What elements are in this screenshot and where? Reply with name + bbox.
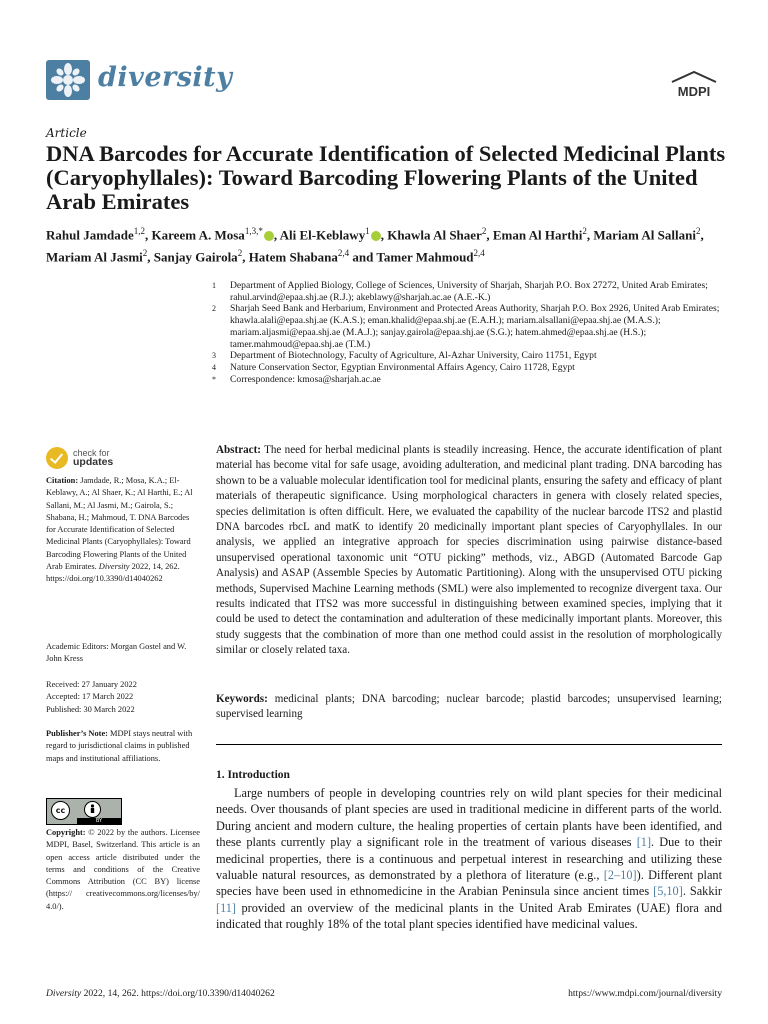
date-published: Published: 30 March 2022 [46,704,135,714]
author-affiliation-marker: 1,3,* [244,226,263,236]
reference-link[interactable]: [2–10] [603,868,637,883]
author-name: Hatem Shabana [248,249,338,265]
author-name: Mariam Al Sallani [593,227,696,243]
author-affiliation-marker: 2 [142,248,148,259]
copyright-block: Copyright: © 2022 by the authors. Licensee MDPI, Basel, Switzerland. This article is an open access article distributed under the terms and conditions of the Creative Commons Attribution (CC BY) license (https:// creativecommons.org/licenses/by/ 4.0/). [46,828,200,911]
reference-link[interactable]: [1] [636,835,652,850]
check-updates-line1: check for [73,448,110,458]
author-name: Kareem A. Mosa [151,227,245,243]
orcid-icon[interactable] [264,231,274,241]
affiliation-item [212,374,722,386]
abstract [216,443,722,659]
author-affiliation-marker: 2 [582,226,587,236]
affiliation-text: Sharjah Seed Bank and Herbarium, Environment and Protected Areas Authority, Sharjah P.O. Box 2926, United Arab Emirates; khawla.alali@epaa.shj.ae (K.A.S.); eman.khalid@epaa.shj.ae (E.A.H.); mariam.alsallani@epaa.shj.ae (M.A.S.); mariam.aljasmi@epaa.shj.ae (M.A.J.); sanjay.gairola@epaa.shj.ae (S.G.); hatem.ahmed@epaa.shj.ae (H.S.); tamer.mahmoud@epaa.shj.ae (T.M.) [230,303,720,350]
citation-block [46,475,200,586]
cc-icon: cc [51,801,70,820]
author-name: Eman Al Harthi [492,227,583,243]
cc-by-license-badge[interactable] [46,798,122,825]
affiliations [212,280,722,385]
academic-editors: Academic Editors: Morgan Gostel and W. John Kress [46,642,187,664]
author-separator: and [349,249,377,265]
date-received: Received: 27 January 2022 [46,680,137,689]
attribution-person-icon [84,801,101,818]
date-accepted: Accepted: 17 March 2022 [46,692,134,702]
article-type: Article [46,126,87,140]
abstract-text: The need for herbal medicinal plants is steadily increasing. Hence, the accurate identification of plant material has become vital for safe usage, avoiding adulteration, and medicinal plant trading. DNA barcoding has shown to be a valuable molecular identification tool for medicinal plants, ensuring the safety and efficacy of plant materials of therapeutic significance. Using morphological characters in genera with closely related species, species delimitation is often difficult. Here, we evaluated the capability of the nuclear barcode ITS2 and plastid DNA barcodes rbcL and matK to identify 20 medicinally important plant species of Caryophyllales. In our analysis, we applied an integrative approach for species discrimination using pairwise distance-based unsupervised operational taxonomic unit “OTU picking” methods, viz., ABGD (Automated Barcode Gap Analysis) and ASAP (Assemble Species by Automatic Partitioning). Along with the unsupervised OTU picking methods, Supervised Machine Learning methods (SML) were also implemented to recognize divergent taxa. Our results indicated that ITS2 was more successful in distinguishing between examined species, implying that it could be used to detect the contamination and adulteration of these medicinally important plants. Moreover, this study suggests that the combination of more than one method could assist in the resolution of morphologically similar or closely related taxa. [216,444,722,657]
keywords-label: Keywords: [216,693,268,705]
affiliation-text: Department of Biotechnology, Faculty of Agriculture, Al-Azhar University, Cairo 11751, Egypt [230,350,597,362]
citation-doi[interactable]: 2022, 14, 262. https://doi.org/10.3390/d14040262 [46,562,180,584]
keywords-text: medicinal plants; DNA barcoding; nuclear barcode; plastid barcodes; unsupervised learning; supervised learning [216,693,722,721]
affiliation-item [212,280,722,303]
author-separator: , [273,227,280,243]
affiliation-number: 3 [212,351,216,361]
citation-journal: Diversity [98,562,130,572]
by-label: BY [77,818,121,824]
introduction-heading: 1. Introduction [216,769,290,781]
affiliation-text: Correspondence: kmosa@sharjah.ac.ae [230,373,381,385]
affiliation-item [212,362,722,374]
affiliation-number: * [212,374,216,384]
author-separator: , [145,227,152,243]
check-icon [46,447,68,469]
orcid-icon[interactable] [371,231,381,241]
section-divider [216,744,722,745]
author-affiliation-marker: 2 [481,226,487,236]
reference-link[interactable]: [5,10] [653,884,683,899]
affiliation-text: Nature Conservation Sector, Egyptian Environmental Affairs Agency, Cairo 11728, Egypt [230,361,575,373]
affiliation-item [212,303,722,350]
publisher-logo[interactable] [668,70,720,104]
author-affiliation-marker: 1,2 [133,226,146,236]
author-affiliation-marker: 1 [365,226,370,236]
keywords [216,692,722,723]
author-name: Tamer Mahmoud [376,249,474,265]
affiliation-text: Department of Applied Biology, College of Sciences, University of Sharjah, Sharjah P.O. Box 27272, United Arab Emirates; rahul.arvind@epaa.shj.ae (R.J.); akeblawy@sharjah.ac.ae (A.E.-K.) [230,280,708,303]
author-separator: , [147,249,154,265]
author-list [46,222,736,267]
citation-label: Citation: [46,476,79,485]
journal-name[interactable]: diversity [98,62,233,93]
author-affiliation-marker: 2 [695,226,701,236]
author-name: Ali El-Keblawy [279,227,366,243]
article-title: DNA Barcodes for Accurate Identification of Selected Medicinal Plants (Caryophyllales): Toward Barcoding Flowering Plants of the United Arab Emirates [46,141,726,214]
author-name: Khawla Al Shaer [387,227,482,243]
author-name: Sanjay Gairola [153,249,238,265]
introduction-paragraph: Large numbers of people in developing countries rely on wild plant species for their medicinal needs. Over thousands of plant species are used in traditional medicine in different parts of the world. During ancient and modern culture, the healing properties of certain plants have been identified, and these plants currently play a significant role in the treatment of various diseases [1]. Due to their medicinal properties, there is a continuous and perpetual interest in researching and utilizing these valuable natural resources, as demonstrated by a plethora of literature (e.g., [2–10]). Different plant species have been used in ethnomedicine in the Arabian Peninsula since ancient times [5,10]. Sakkir [11] provided an overview of the medicinal plants in the United Arab Emirates (UAE) flora and indicated that roughly 18% of the total plant species identified have medicinal values. [216,786,722,932]
footer-citation: Diversity 2022, 14, 262. https://doi.org/10.3390/d14040262 [46,988,275,999]
affiliation-number: 2 [212,304,216,314]
dates-block [46,679,200,716]
author-affiliation-marker: 2,4 [337,248,350,259]
journal-logo-icon [46,60,90,100]
publisher-note: Publisher’s Note: MDPI stays neutral with regard to jurisdictional claims in published maps and institutional affiliations. [46,729,193,763]
reference-link[interactable]: [11] [216,900,237,915]
footer-journal-url[interactable]: https://www.mdpi.com/journal/diversity [568,988,722,999]
author-separator: , [380,227,388,243]
check-for-updates-button[interactable] [46,444,176,472]
author-separator: , [242,249,249,265]
author-separator: , [586,227,594,243]
svg-text:MDPI: MDPI [677,84,711,99]
author-name: Rahul Jamdade [46,227,134,243]
author-affiliation-marker: 2,4 [473,248,485,259]
citation-text: Jamdade, R.; Mosa, K.A.; El-Keblawy, A.; Al Shaer, K.; Al Harthi, E.; Al Sallani, M.; Al Jasmi, M.; Gairola, S.; Shabana, H.; Mahmoud, T. DNA Barcodes for Accurate Identification of Selected Medicinal Plants (Caryophyllales): Toward Barcoding Flowering Plants of the United Arab Emirates. [46,476,193,572]
author-affiliation-marker: 2 [237,248,243,259]
affiliation-item [212,350,722,362]
affiliation-number: 1 [212,281,216,290]
author-separator: , [700,227,704,243]
affiliation-number: 4 [212,362,216,372]
author-separator: , [486,227,493,243]
check-updates-line2: updates [73,456,114,468]
abstract-label: Abstract: [216,444,261,456]
author-name: Mariam Al Jasmi [46,249,143,265]
